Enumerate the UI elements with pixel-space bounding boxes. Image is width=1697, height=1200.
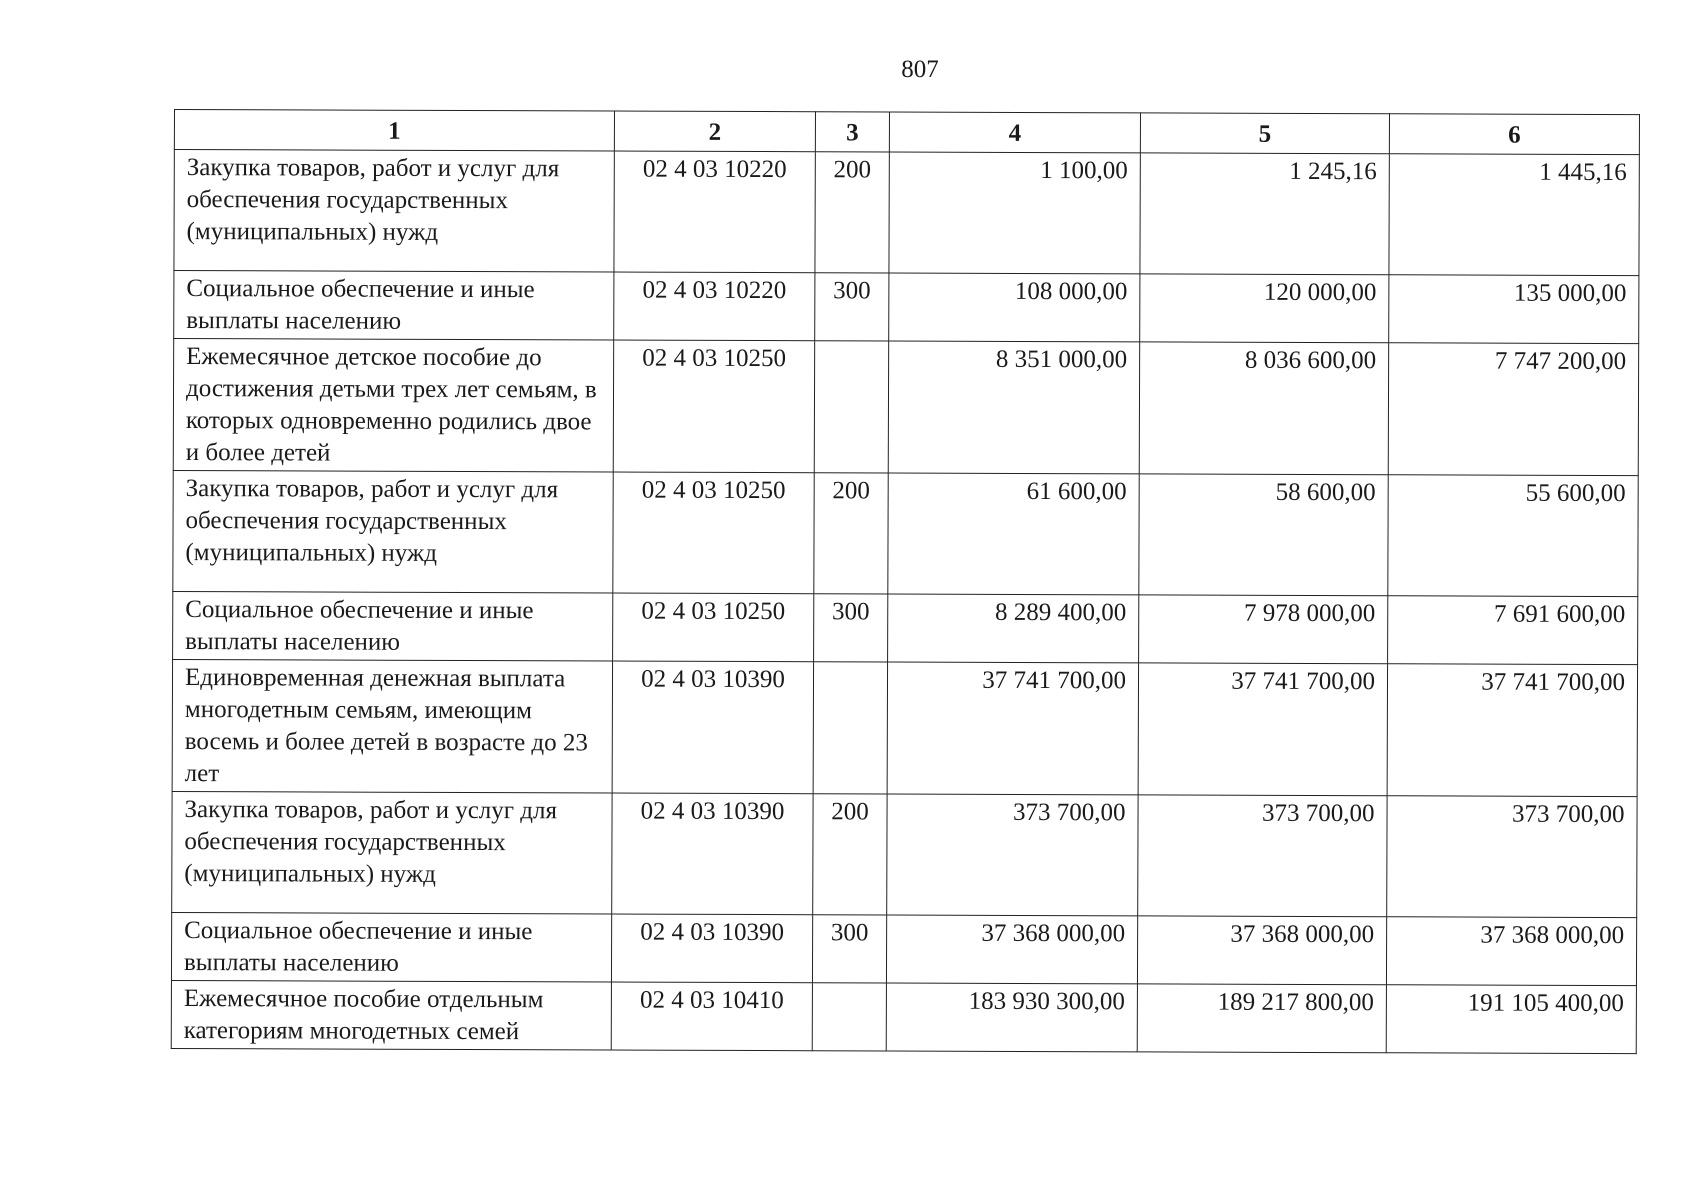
row-name: Закупка товаров, работ и услуг для обеспечения государственных (муниципальных) нужд	[173, 470, 613, 593]
row-year-1-value: 108 000,00	[889, 273, 1140, 342]
row-year-2-value: 373 700,00	[1138, 795, 1387, 917]
table-row	[173, 591, 1638, 664]
row-year-3-value: 55 600,00	[1388, 475, 1638, 597]
row-year-1-value: 373 700,00	[887, 794, 1138, 916]
row-year-3-value: 7 747 200,00	[1388, 343, 1638, 476]
row-year-1-value: 37 741 700,00	[887, 662, 1138, 795]
row-year-2-value: 189 217 800,00	[1137, 984, 1386, 1053]
row-name: Единовременная денежная выплата многодетным семьям, имеющим восемь и более детей в возрасте до 23 лет	[172, 659, 612, 793]
row-year-2-value: 37 368 000,00	[1137, 916, 1386, 985]
table-row	[172, 659, 1637, 796]
row-year-1-value: 61 600,00	[888, 473, 1139, 595]
row-code: 02 4 03 10410	[611, 982, 812, 1051]
row-name: Ежемесячное детское пособие до достижения детьми трех лет семьям, в которых одновременно родились двое и более детей	[173, 339, 613, 473]
row-year-3-value: 37 741 700,00	[1387, 664, 1637, 797]
row-year-1-value: 183 930 300,00	[886, 983, 1137, 1052]
row-year-3-value: 7 691 600,00	[1388, 596, 1638, 665]
row-year-2-value: 7 978 000,00	[1139, 595, 1388, 664]
row-code: 02 4 03 10390	[612, 661, 813, 794]
column-header-type: 3	[815, 112, 889, 152]
row-year-1-value: 1 100,00	[889, 152, 1140, 274]
table-row	[174, 271, 1639, 344]
row-type: 300	[815, 273, 889, 341]
row-type: 200	[814, 473, 888, 594]
row-name: Социальное обеспечение и иные выплаты населению	[173, 591, 613, 661]
row-type: 300	[814, 594, 888, 662]
row-type: 300	[812, 915, 886, 983]
row-type: 200	[815, 152, 889, 273]
header-row	[174, 110, 1639, 155]
table-row	[171, 912, 1636, 985]
row-code: 02 4 03 10250	[613, 472, 814, 594]
table-row	[173, 339, 1638, 476]
row-year-1-value: 8 289 400,00	[888, 594, 1139, 663]
row-name: Ежемесячное пособие отдельным категориям многодетных семей	[171, 980, 611, 1050]
row-code: 02 4 03 10390	[611, 914, 812, 983]
row-year-2-value: 37 741 700,00	[1138, 663, 1387, 796]
row-year-3-value: 373 700,00	[1387, 796, 1637, 918]
row-year-3-value: 191 105 400,00	[1386, 985, 1636, 1054]
row-code: 02 4 03 10250	[613, 593, 814, 662]
column-header-name: 1	[174, 110, 614, 152]
table-row	[172, 791, 1637, 917]
row-name: Социальное обеспечение и иные выплаты населению	[171, 912, 611, 982]
row-type: 200	[813, 794, 887, 915]
column-header-year-1: 4	[889, 112, 1140, 153]
column-header-year-3: 6	[1389, 114, 1639, 155]
row-year-3-value: 135 000,00	[1389, 275, 1639, 344]
row-year-1-value: 8 351 000,00	[888, 341, 1139, 474]
budget-table	[171, 109, 1640, 1054]
row-name: Закупка товаров, работ и услуг для обеспечения государственных (муниципальных) нужд	[174, 150, 614, 273]
page-number: 807	[901, 56, 939, 83]
row-year-3-value: 1 445,16	[1389, 154, 1639, 276]
row-name: Закупка товаров, работ и услуг для обеспечения государственных (муниципальных) нужд	[172, 791, 612, 914]
row-code: 02 4 03 10220	[614, 272, 815, 341]
row-type	[813, 662, 887, 794]
row-year-2-value: 58 600,00	[1139, 474, 1388, 596]
row-name: Социальное обеспечение и иные выплаты населению	[174, 271, 614, 341]
table-row	[173, 470, 1638, 596]
row-type	[812, 983, 886, 1051]
row-year-1-value: 37 368 000,00	[886, 915, 1137, 984]
row-year-2-value: 1 245,16	[1140, 153, 1389, 275]
row-year-2-value: 8 036 600,00	[1139, 342, 1388, 475]
row-code: 02 4 03 10390	[612, 793, 813, 915]
column-header-code: 2	[614, 111, 815, 152]
row-year-2-value: 120 000,00	[1140, 274, 1389, 343]
table-row	[174, 150, 1639, 276]
row-type	[814, 341, 888, 473]
row-code: 02 4 03 10220	[614, 151, 815, 273]
table-row	[171, 980, 1636, 1053]
column-header-year-2: 5	[1140, 113, 1389, 154]
row-year-3-value: 37 368 000,00	[1386, 917, 1636, 986]
row-code: 02 4 03 10250	[613, 340, 814, 473]
